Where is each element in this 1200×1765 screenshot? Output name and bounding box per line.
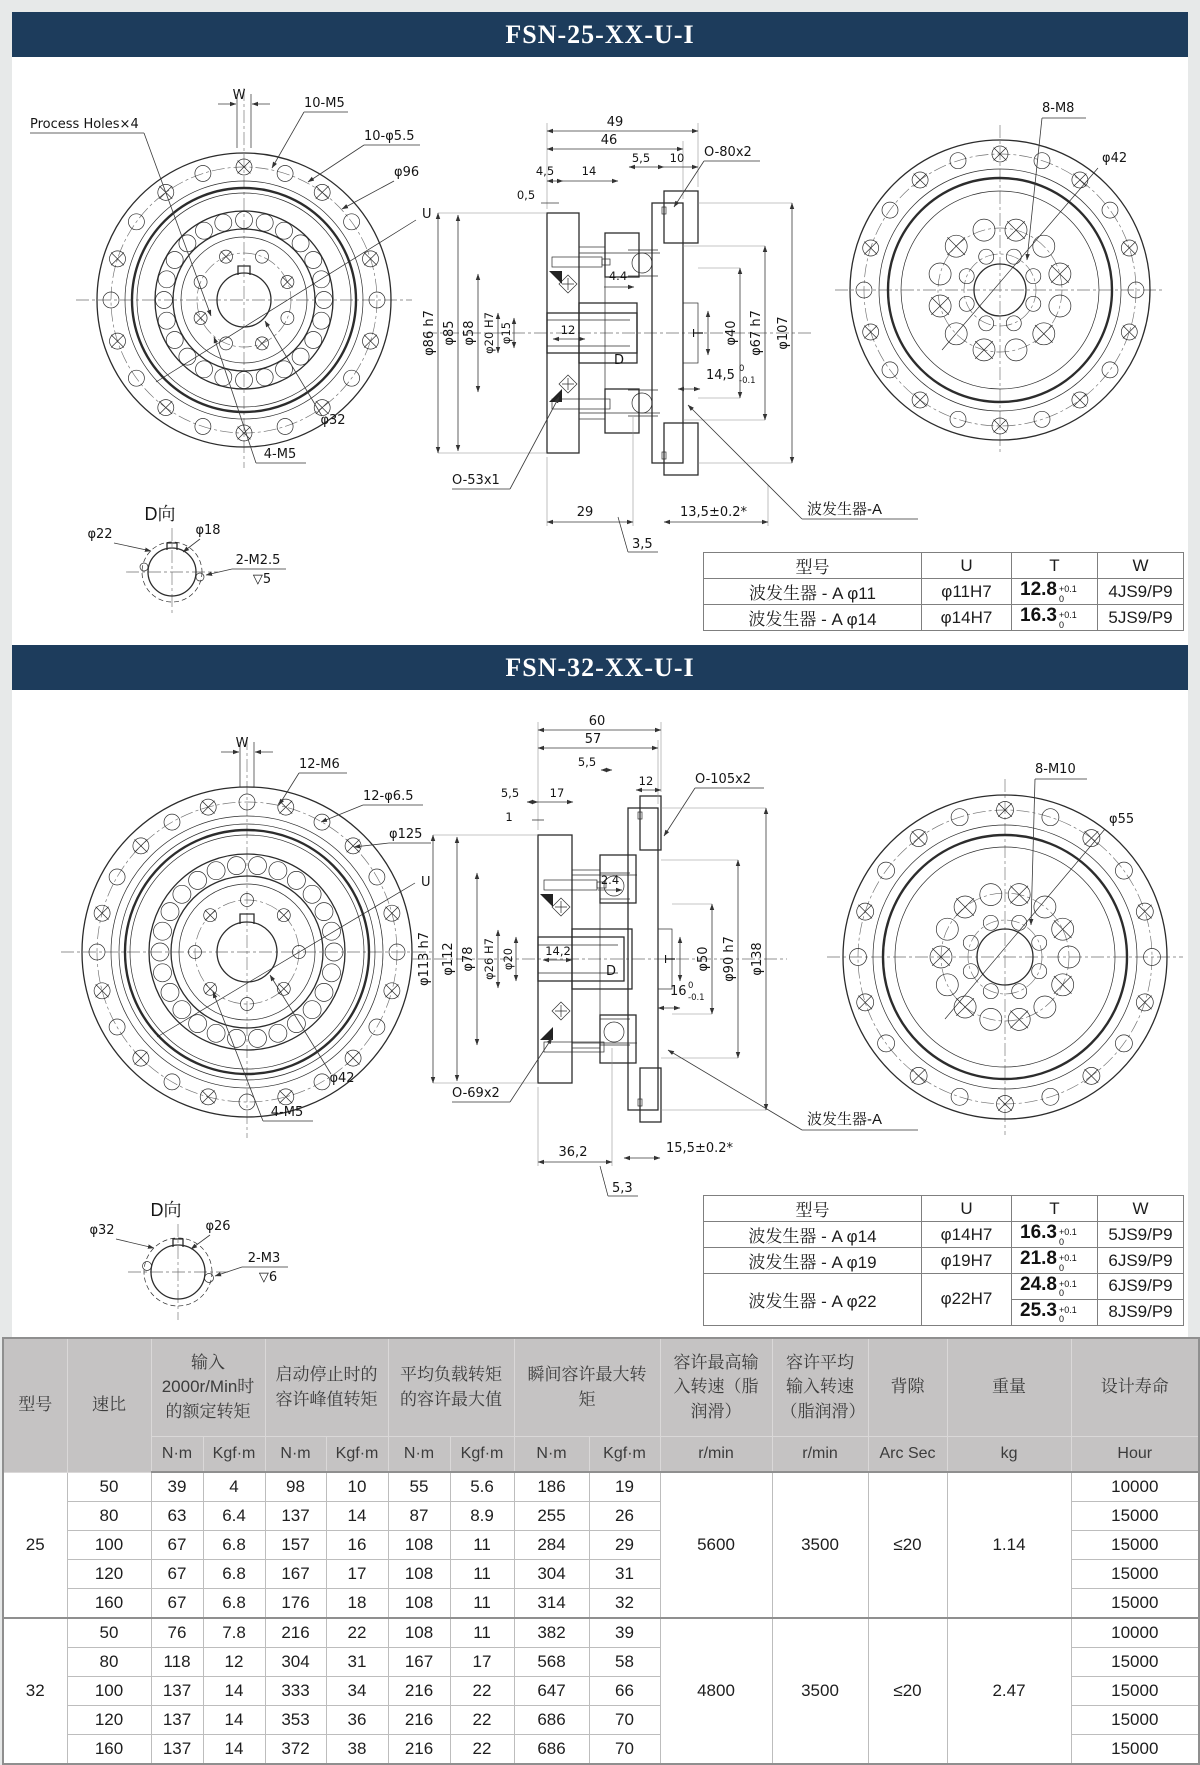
cell-value: 76: [151, 1618, 203, 1648]
col-model: 型号: [704, 553, 922, 579]
cell-value: 39: [589, 1618, 660, 1648]
unit-nm: N·m: [514, 1437, 589, 1473]
cell-u: φ14H7: [922, 1222, 1012, 1248]
spec-table: [2, 1337, 1200, 1765]
cell-value: 10: [326, 1472, 388, 1502]
dim-d20: φ20 H7: [482, 312, 496, 354]
cell-value: 284: [514, 1531, 589, 1560]
label-oring-left: O-69x2: [452, 1086, 500, 1101]
dim-55: 5,5: [631, 151, 651, 165]
cell-t: 21.8 +0.1 0: [1012, 1248, 1098, 1274]
dim-d90: φ90 h7: [722, 936, 737, 982]
cell-life: 10000: [1071, 1472, 1199, 1502]
cell-value: 18: [326, 1589, 388, 1619]
dim-10: 10: [669, 151, 685, 165]
fsn32-wave-generator-table: [703, 1195, 1184, 1326]
cell-value: 137: [265, 1502, 326, 1531]
cell-value: 647: [514, 1677, 589, 1706]
unit-nm: N·m: [265, 1437, 326, 1473]
dim-1: 1: [505, 810, 513, 824]
cell-value: 17: [326, 1560, 388, 1589]
label-d26: φ26: [205, 1219, 231, 1234]
cell-ratio: 120: [67, 1560, 151, 1589]
cell-ratio: 160: [67, 1735, 151, 1765]
cell-value: 87: [388, 1502, 450, 1531]
cell-life: 15000: [1071, 1648, 1199, 1677]
dim-135: 13,5±0.2*: [680, 505, 748, 520]
fsn32-front-view: [61, 736, 433, 1138]
cell-value: 314: [514, 1589, 589, 1619]
cell-value: 70: [589, 1706, 660, 1735]
header-rated-torque: 输入2000r/Min时的额定转矩: [151, 1338, 265, 1437]
cell-value: 4: [203, 1472, 265, 1502]
cell-avg-speed: 3500: [772, 1472, 868, 1618]
cell-value: 118: [151, 1648, 203, 1677]
col-model: 型号: [704, 1196, 922, 1222]
label-d32: φ32: [320, 413, 346, 428]
col-t: T: [1012, 553, 1098, 579]
label-u: U: [422, 207, 432, 222]
cell-value: 63: [151, 1502, 203, 1531]
cell-t: 16.3 +0.1 0: [1012, 605, 1098, 631]
cell-value: 137: [151, 1677, 203, 1706]
label-oring-right: O-80x2: [704, 145, 752, 160]
cell-value: 32: [589, 1589, 660, 1619]
cell-model: 波发生器 - A φ19: [704, 1248, 922, 1274]
label-10-d55: 10-φ5.5: [364, 129, 415, 144]
cell-value: 333: [265, 1677, 326, 1706]
header-max-input-speed: 容许最高输入转速（脂润滑）: [660, 1338, 772, 1437]
cell-avg-speed: 3500: [772, 1618, 868, 1764]
table-header-row: [704, 553, 1184, 579]
dim-145-tol-bot: -0.1: [739, 376, 756, 386]
fsn25-drawing-panel: [12, 57, 1188, 645]
cell-value: 66: [589, 1677, 660, 1706]
label-wave-generator: 波发生器-A: [807, 1111, 883, 1128]
cell-value: 34: [326, 1677, 388, 1706]
cell-value: 31: [326, 1648, 388, 1677]
cell-u: φ11H7: [922, 579, 1012, 605]
fsn32-header-bar: [12, 645, 1188, 690]
cell-value: 98: [265, 1472, 326, 1502]
label-2-m3: 2-M3: [247, 1251, 281, 1266]
dim-362: 36,2: [558, 1145, 588, 1160]
cell-value: 22: [326, 1618, 388, 1648]
seal-triangle: [540, 1027, 553, 1040]
cell-value: 686: [514, 1706, 589, 1735]
dim-55a: 5,5: [577, 755, 597, 769]
spec-row: [3, 1618, 1199, 1648]
cell-value: 22: [450, 1677, 514, 1706]
cell-value: 372: [265, 1735, 326, 1765]
col-u: U: [922, 1196, 1012, 1222]
cell-value: 108: [388, 1531, 450, 1560]
col-u: U: [922, 553, 1012, 579]
cell-max-speed: 5600: [660, 1472, 772, 1618]
dim-145-tol-top: 0: [739, 364, 745, 374]
header-design-life: 设计寿命: [1071, 1338, 1199, 1437]
cell-value: 167: [388, 1648, 450, 1677]
label-depth6: ▽6: [258, 1270, 278, 1285]
cell-value: 67: [151, 1560, 203, 1589]
cell-ratio: 80: [67, 1502, 151, 1531]
dim-16-tol-top: 0: [688, 981, 694, 991]
unit-rmin: r/min: [772, 1437, 868, 1473]
label-d125: φ125: [389, 827, 423, 842]
cell-value: 6.8: [203, 1531, 265, 1560]
cell-w: 5JS9/P9: [1098, 605, 1184, 631]
cell-value: 382: [514, 1618, 589, 1648]
fsn32-title: FSN-32-XX-U-I: [505, 652, 695, 682]
cell-value: 11: [450, 1531, 514, 1560]
fsn25-back-view: [835, 101, 1165, 455]
cell-value: 176: [265, 1589, 326, 1619]
dim-05: 0,5: [516, 188, 536, 202]
spec-units-row: [3, 1437, 1199, 1473]
cell-life: 15000: [1071, 1502, 1199, 1531]
dim-d20: φ20: [501, 947, 515, 971]
header-avg-load-torque: 平均负载转矩的容许最大值: [388, 1338, 514, 1437]
cell-life: 15000: [1071, 1706, 1199, 1735]
cell-backlash: ≤20: [868, 1618, 947, 1764]
dim-d112: φ112: [441, 942, 456, 976]
dim-12: 12: [638, 774, 654, 788]
cell-life: 15000: [1071, 1531, 1199, 1560]
dim-45: 4,5: [535, 164, 555, 178]
cell-value: 22: [450, 1735, 514, 1765]
cell-w: 8JS9/P9: [1098, 1299, 1184, 1325]
cell-value: 6.8: [203, 1560, 265, 1589]
dim-49: 49: [606, 115, 624, 130]
cell-value: 255: [514, 1502, 589, 1531]
dim-d78: φ78: [461, 946, 476, 972]
label-process-holes: Process Holes×4: [30, 117, 139, 132]
dim-142: 14,2: [545, 944, 571, 958]
cell-value: 14: [203, 1735, 265, 1765]
table-row: [704, 605, 1184, 631]
cell-value: 5.6: [450, 1472, 514, 1502]
fsn32-back-view: [827, 762, 1183, 1135]
fsn32-section-view: [412, 714, 918, 1196]
cell-ratio: 160: [67, 1589, 151, 1619]
label-t: T: [664, 955, 679, 963]
cell-value: 11: [450, 1589, 514, 1619]
d-view-title: D向: [150, 1200, 182, 1220]
cell-model-32: 32: [3, 1618, 67, 1764]
label-oring-right: O-105x2: [695, 772, 752, 787]
unit-kgfm: Kgf·m: [326, 1437, 388, 1473]
cell-u: φ22H7: [922, 1274, 1012, 1326]
header-avg-input-speed: 容许平均输入转速（脂润滑）: [772, 1338, 868, 1437]
cell-w: 6JS9/P9: [1098, 1248, 1184, 1274]
header-peak-torque: 启动停止时的容许峰值转矩: [265, 1338, 388, 1437]
label-8-m8: 8-M8: [1042, 101, 1075, 116]
table-row: [704, 1222, 1184, 1248]
label-12-d65: 12-φ6.5: [363, 789, 414, 804]
cell-t: 16.3 +0.1 0: [1012, 1222, 1098, 1248]
fsn32-d-view: [89, 1200, 288, 1320]
table-row: [704, 1248, 1184, 1274]
cell-value: 67: [151, 1531, 203, 1560]
cell-value: 304: [514, 1560, 589, 1589]
d-view-title: D向: [144, 504, 176, 524]
dim-d113: φ113 h7: [417, 931, 432, 987]
cell-model-25: 25: [3, 1472, 67, 1618]
dim-d67: φ67 h7: [749, 310, 764, 356]
label-d55: φ55: [1109, 812, 1135, 827]
cell-value: 186: [514, 1472, 589, 1502]
dim-145: 14,5: [706, 368, 735, 383]
dim-d138: φ138: [750, 942, 765, 976]
label-12-m6: 12-M6: [299, 757, 340, 772]
col-w: W: [1098, 553, 1184, 579]
label-2-m25: 2-M2.5: [235, 553, 281, 568]
dim-57: 57: [584, 732, 602, 747]
cell-w: 4JS9/P9: [1098, 579, 1184, 605]
cell-value: 108: [388, 1560, 450, 1589]
cell-value: 12: [203, 1648, 265, 1677]
dim-35: 3,5: [632, 537, 653, 552]
cell-value: 14: [203, 1706, 265, 1735]
label-oring-left: O-53x1: [452, 473, 500, 488]
seal-triangle: [549, 389, 562, 402]
cell-value: 216: [265, 1618, 326, 1648]
header-backlash: 背隙: [868, 1338, 947, 1437]
cell-value: 19: [589, 1472, 660, 1502]
dim-d50: φ50: [696, 946, 711, 972]
dim-46: 46: [600, 133, 618, 148]
cell-t: 12.8 +0.1 0: [1012, 579, 1098, 605]
dim-55b: 5,5: [500, 786, 520, 800]
cell-value: 108: [388, 1589, 450, 1619]
cell-value: 14: [326, 1502, 388, 1531]
dim-w: W: [232, 88, 246, 103]
dim-44: 4.4: [608, 269, 628, 283]
cell-value: 568: [514, 1648, 589, 1677]
cell-value: 11: [450, 1618, 514, 1648]
cell-ratio: 100: [67, 1677, 151, 1706]
dim-29: 29: [576, 505, 594, 520]
cell-backlash: ≤20: [868, 1472, 947, 1618]
cell-ratio: 100: [67, 1531, 151, 1560]
cell-value: 17: [450, 1648, 514, 1677]
label-d42: φ42: [1102, 151, 1128, 166]
seal-triangle: [540, 894, 553, 907]
cell-weight: 1.14: [947, 1472, 1071, 1618]
label-d18: φ18: [195, 523, 221, 538]
table-row: [704, 579, 1184, 605]
spec-header-row: [3, 1338, 1199, 1437]
unit-hour: Hour: [1071, 1437, 1199, 1473]
label-4-m5: 4-M5: [270, 1105, 304, 1120]
fsn25-section-view: [422, 115, 918, 552]
fsn25-front-view: [30, 88, 432, 468]
cell-value: 55: [388, 1472, 450, 1502]
cell-value: 58: [589, 1648, 660, 1677]
cell-value: 67: [151, 1589, 203, 1619]
cell-w: 5JS9/P9: [1098, 1222, 1184, 1248]
dim-d107: φ107: [776, 316, 791, 350]
cell-value: 353: [265, 1706, 326, 1735]
dim-53: 5,3: [612, 1181, 633, 1196]
cell-t: 25.3 +0.1 0: [1012, 1299, 1098, 1325]
seal-triangle: [549, 271, 562, 284]
cell-life: 15000: [1071, 1589, 1199, 1619]
cell-model: 波发生器 - A φ11: [704, 579, 922, 605]
label-t: T: [692, 329, 707, 337]
cell-value: 14: [203, 1677, 265, 1706]
cell-ratio: 50: [67, 1618, 151, 1648]
cell-u: φ14H7: [922, 605, 1012, 631]
dim-14: 14: [581, 164, 597, 178]
label-d42: φ42: [329, 1071, 355, 1086]
cell-u: φ19H7: [922, 1248, 1012, 1274]
cell-value: 6.8: [203, 1589, 265, 1619]
label-wave-generator: 波发生器-A: [807, 501, 883, 518]
cell-life: 15000: [1071, 1677, 1199, 1706]
label-d: D: [606, 964, 617, 979]
unit-kgfm: Kgf·m: [450, 1437, 514, 1473]
table-row: [704, 1274, 1184, 1300]
cell-max-speed: 4800: [660, 1618, 772, 1764]
label-depth5: ▽5: [252, 572, 272, 587]
dim-12: 12: [560, 323, 576, 337]
cell-value: 22: [450, 1706, 514, 1735]
cell-value: 38: [326, 1735, 388, 1765]
dim-d40: φ40: [724, 320, 739, 346]
fsn25-header-bar: [12, 12, 1188, 57]
col-w: W: [1098, 1196, 1184, 1222]
dim-d58: φ58: [462, 320, 477, 346]
cell-value: 304: [265, 1648, 326, 1677]
dim-60: 60: [588, 714, 606, 729]
fsn25-wave-generator-table: [703, 552, 1184, 631]
cell-model: 波发生器 - A φ14: [704, 1222, 922, 1248]
cell-value: 11: [450, 1560, 514, 1589]
dim-d26: φ26 H7: [482, 938, 496, 980]
unit-arcsec: Arc Sec: [868, 1437, 947, 1473]
cell-w: 6JS9/P9: [1098, 1274, 1184, 1300]
dim-w: W: [235, 736, 249, 751]
cell-life: 10000: [1071, 1618, 1199, 1648]
unit-kgfm: Kgf·m: [203, 1437, 265, 1473]
unit-kgfm: Kgf·m: [589, 1437, 660, 1473]
header-ratio: 速比: [67, 1338, 151, 1472]
dim-16-tol-bot: -0.1: [688, 993, 705, 1003]
cell-value: 29: [589, 1531, 660, 1560]
cell-value: 31: [589, 1560, 660, 1589]
cell-life: 15000: [1071, 1560, 1199, 1589]
dim-d85: φ85: [442, 320, 457, 346]
unit-kg: kg: [947, 1437, 1071, 1473]
unit-rmin: r/min: [660, 1437, 772, 1473]
cell-value: 137: [151, 1735, 203, 1765]
cell-ratio: 80: [67, 1648, 151, 1677]
cell-value: 26: [589, 1502, 660, 1531]
label-4-m5: 4-M5: [263, 447, 297, 462]
unit-nm: N·m: [151, 1437, 203, 1473]
label-u: U: [421, 875, 431, 890]
label-d: D: [614, 353, 625, 368]
label-8-m10: 8-M10: [1035, 762, 1076, 777]
unit-nm: N·m: [388, 1437, 450, 1473]
header-momentary-max-torque: 瞬间容许最大转矩: [514, 1338, 660, 1437]
cell-value: 216: [388, 1735, 450, 1765]
header-model: 型号: [3, 1338, 67, 1472]
cell-value: 16: [326, 1531, 388, 1560]
spec-row: [3, 1472, 1199, 1502]
label-10-m5: 10-M5: [304, 96, 345, 111]
fsn25-d-view: [87, 504, 286, 616]
cell-ratio: 50: [67, 1472, 151, 1502]
cell-value: 216: [388, 1706, 450, 1735]
cell-value: 7.8: [203, 1618, 265, 1648]
cell-value: 6.4: [203, 1502, 265, 1531]
header-weight: 重量: [947, 1338, 1071, 1437]
cell-value: 36: [326, 1706, 388, 1735]
cell-value: 167: [265, 1560, 326, 1589]
cell-value: 108: [388, 1618, 450, 1648]
cell-t: 24.8 +0.1 0: [1012, 1274, 1098, 1300]
cell-life: 15000: [1071, 1735, 1199, 1765]
cell-value: 39: [151, 1472, 203, 1502]
cell-value: 216: [388, 1677, 450, 1706]
cell-model: 波发生器 - A φ14: [704, 605, 922, 631]
cell-weight: 2.47: [947, 1618, 1071, 1764]
cell-ratio: 120: [67, 1706, 151, 1735]
cell-model: 波发生器 - A φ22: [704, 1274, 922, 1326]
cell-value: 70: [589, 1735, 660, 1765]
dim-d86: φ86 h7: [422, 310, 437, 356]
label-d32: φ32: [89, 1223, 115, 1238]
col-t: T: [1012, 1196, 1098, 1222]
dim-d15: φ15: [499, 321, 513, 345]
cell-value: 137: [151, 1706, 203, 1735]
dim-17: 17: [549, 786, 565, 800]
dim-155: 15,5±0.2*: [666, 1141, 734, 1156]
cell-value: 686: [514, 1735, 589, 1765]
label-d96: φ96: [394, 165, 420, 180]
label-d22: φ22: [87, 527, 113, 542]
fsn25-title: FSN-25-XX-U-I: [505, 19, 695, 49]
cell-value: 157: [265, 1531, 326, 1560]
dim-24: 2.4: [600, 873, 620, 887]
fsn32-drawing-panel: [12, 690, 1188, 1337]
dim-16: 16: [670, 984, 687, 999]
cell-value: 8.9: [450, 1502, 514, 1531]
table-header-row: [704, 1196, 1184, 1222]
